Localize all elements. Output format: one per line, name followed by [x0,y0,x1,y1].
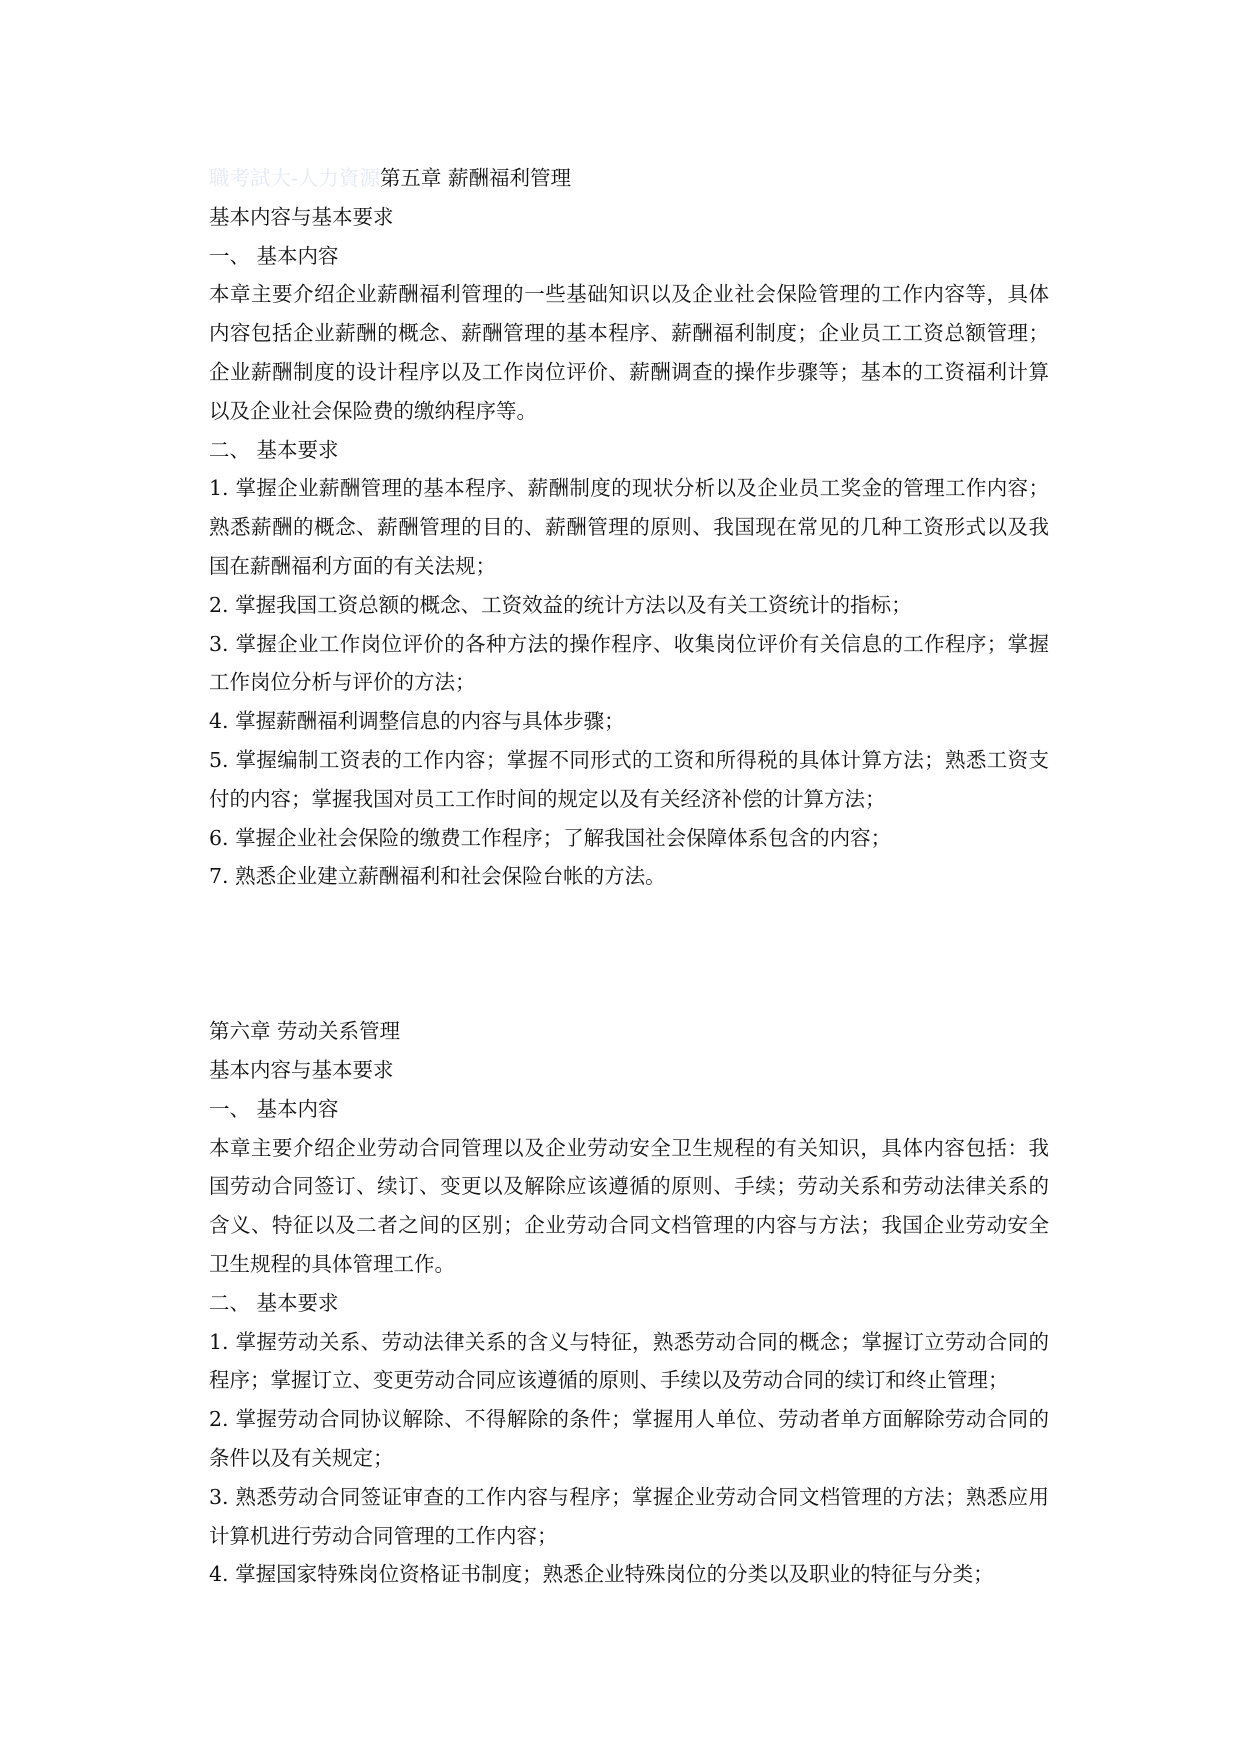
chapter6-section1-heading: 一、 基本内容 [209,1096,339,1121]
chapter5-requirement-5: 5. 掌握编制工资表的工作内容；掌握不同形式的工资和所得税的具体计算方法；熟悉工资支付的内容；掌握我国对员工工作时间的规定以及有关经济补偿的计算方法； [209,747,1049,811]
chapter5-requirement-2: 2. 掌握我国工资总额的概念、工资效益的统计方法以及有关工资统计的指标； [209,592,912,617]
chapter-spacer [209,896,1049,1012]
chapter6-title: 第六章 劳动关系管理 [209,1019,401,1044]
chapter5-section1-heading: 一、 基本内容 [209,243,339,268]
chapter6-subtitle: 基本内容与基本要求 [209,1057,394,1082]
chapter5-title: 第五章 薪酬福利管理 [379,166,571,190]
watermark-text: 職考試大-人力資源 [209,166,380,190]
chapter5-requirement-4: 4. 掌握薪酬福利调整信息的内容与具体步骤； [209,709,625,734]
chapter5-requirement-7: 7. 熟悉企业建立薪酬福利和社会保险台帐的方法。 [209,864,666,889]
chapter6-section2-heading: 二、 基本要求 [209,1290,339,1315]
chapter5-requirement-6: 6. 掌握企业社会保险的缴费工作程序；了解我国社会保障体系包含的内容； [209,825,892,850]
chapter5-requirement-1: 1. 掌握企业薪酬管理的基本程序、薪酬制度的现状分析以及企业员工奖金的管理工作内容；熟悉薪酬的概念、薪酬管理的目的、薪酬管理的原则、我国现在常见的几种工资形式以及我国在薪酬福利方面的有关法规； [209,476,1049,578]
chapter6-requirement-2: 2. 掌握劳动合同协议解除、不得解除的条件；掌握用人单位、劳动者单方面解除劳动合同的条件以及有关规定； [209,1407,1049,1470]
document-content [209,159,1049,1594]
chapter5-requirement-3: 3. 掌握企业工作岗位评价的各种方法的操作程序、收集岗位评价有关信息的工作程序；掌握工作岗位分析与评价的方法； [209,631,1049,695]
chapter6-section1-text: 本章主要介绍企业劳动合同管理以及企业劳动安全卫生规程的有关知识，具体内容包括：我国劳动合同签订、续订、变更以及解除应该遵循的原则、手续；劳动关系和劳动法律关系的含义、特征以及二者之间的区别；企业劳动合同文档管理的内容与方法；我国企业劳动安全卫生规程的具体管理工作。 [209,1135,1049,1276]
chapter6-requirement-1: 1. 掌握劳动关系、劳动法律关系的含义与特征，熟悉劳动合同的概念；掌握订立劳动合同的程序；掌握订立、变更劳动合同应该遵循的原则、手续以及劳动合同的续订和终止管理； [209,1329,1049,1393]
chapter6-requirement-3: 3. 熟悉劳动合同签证审查的工作内容与程序；掌握企业劳动合同文档管理的方法；熟悉应用计算机进行劳动合同管理的工作内容； [209,1484,1049,1548]
chapter5-section1-text: 本章主要介绍企业薪酬福利管理的一些基础知识以及企业社会保险管理的工作内容等，具体内容包括企业薪酬的概念、薪酬管理的基本程序、薪酬福利制度；企业员工工资总额管理；企业薪酬制度的设计程序以及工作岗位评价、薪酬调查的操作步骤等；基本的工资福利计算以及企业社会保险费的缴纳程序等。 [209,282,1049,423]
chapter5-section2-heading: 二、 基本要求 [209,437,339,462]
chapter6-requirement-4: 4. 掌握国家特殊岗位资格证书制度；熟悉企业特殊岗位的分类以及职业的特征与分类； [209,1562,994,1587]
chapter5-subtitle: 基本内容与基本要求 [209,204,394,229]
chapter5-title-line [209,159,1049,198]
